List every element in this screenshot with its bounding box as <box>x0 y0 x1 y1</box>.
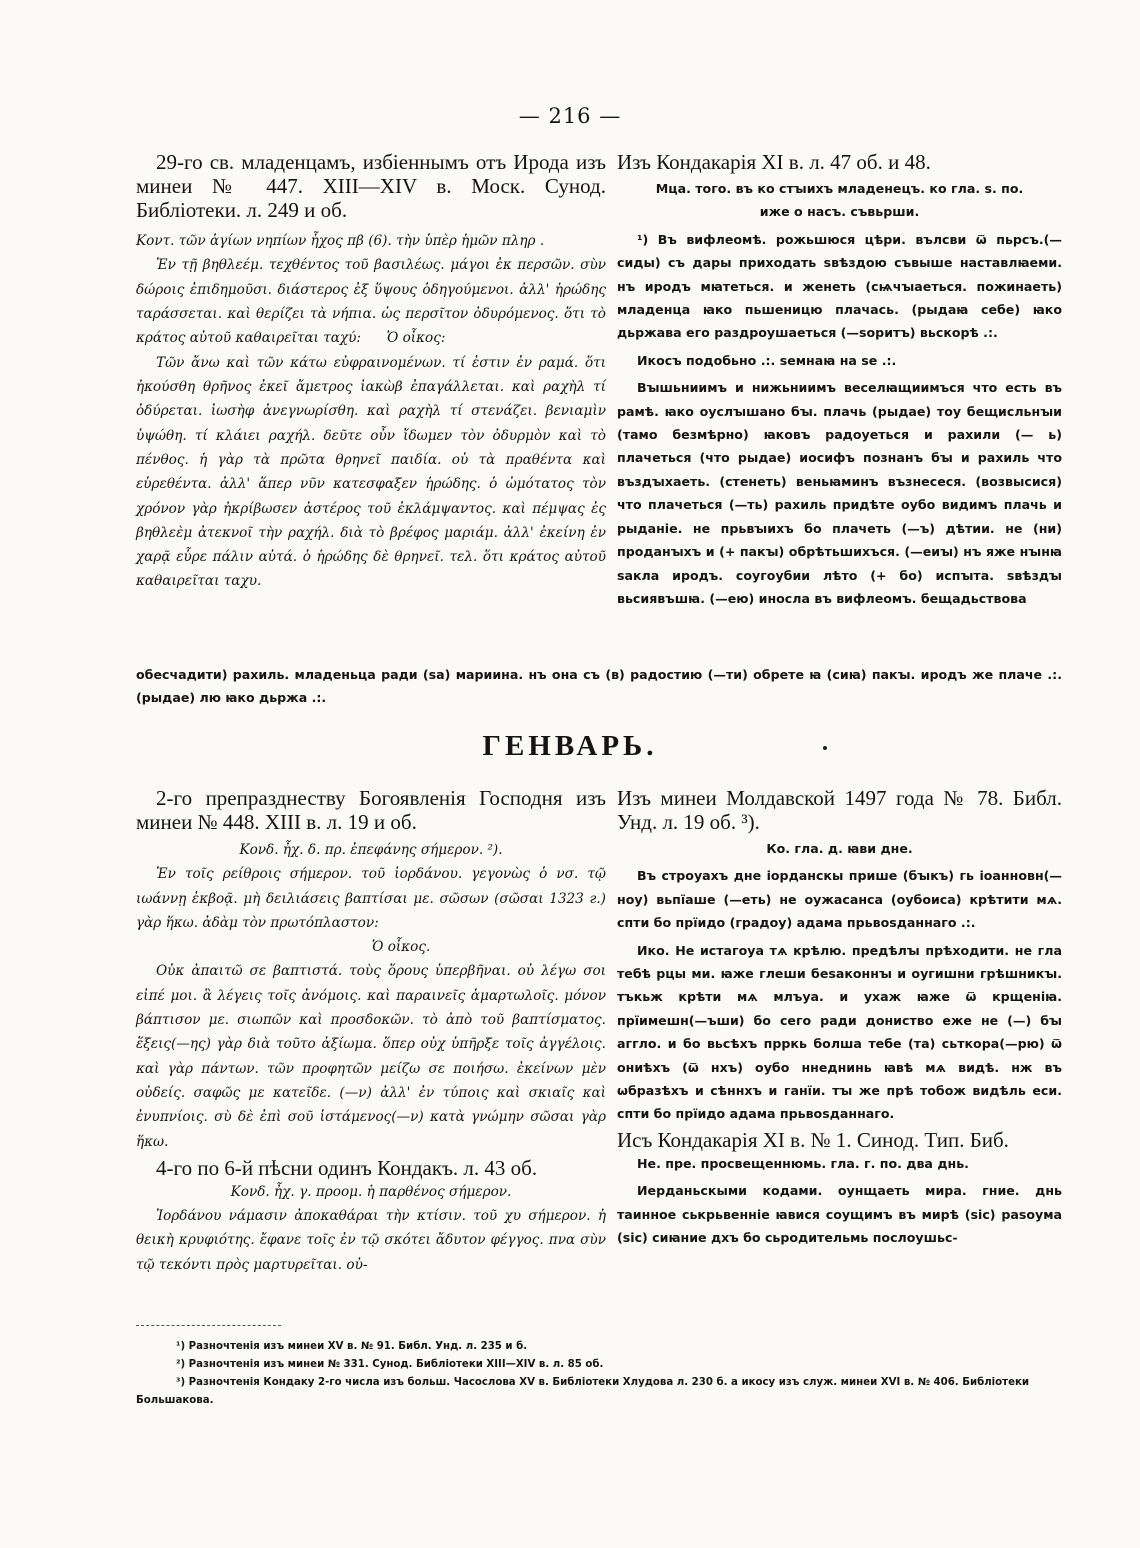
page-number: — 216 — <box>518 104 622 128</box>
bottom-left-column <box>136 786 606 1277</box>
bottom-right-column <box>617 786 1062 1250</box>
footnote-1: ¹) Разночтенія изъ минеи XV в. № 91. Библ. Унд. л. 235 и б. <box>176 1341 528 1352</box>
moldavian-menaion-heading: Изъ минеи Молдавской 1497 года № 78. Библ. Унд. л. 19 об. ³). <box>617 786 1062 834</box>
slavonic-kondak-title: Мца. того. въ ко стꙑихъ младенецъ. ко гла. ѕ. по. иже о насъ. съвьрши. <box>655 181 1024 220</box>
greek-oikos-text: Τῶν ἄνω καὶ τῶν κάτω εὐφραινομένων. τί ἐστιν ἐν ραμά. ὅτι ἠκούσθη θρῆνος ἐκεῖ ἄμετρος ἰακὼβ ἐπαγάλλεται. καὶ ραχὴλ τί ὀδύρεται. ἰωσὴφ ἀνεγνωρίσθη. καὶ ραχὴλ τί στενάζει. βενιαμὶν ὑψώθη. τί κλάιει ραχήλ. δεῦτε οὖν ἴδωμεν τὸν ὀδυρμὸν καὶ τὸ πένθος. ἡ γὰρ τὰ πρῶτα θρηνεῖ παιδία. οὐ τὰ πραθέντα καὶ εὑρεθέντα. ἀλλ' ἅπερ νῦν κατεσφαξεν ἡρώδης. ὁ ὠμότατος τὸν χρόνον γὰρ ἠκρίβωσεν ἀστέρος τοῦ ἐκλάμψαντος. καὶ πέμψας ἐς βηθλεὲμ ἀτεκνοῖ τὴν ραχήλ. διὰ τὸ βρέφος μαριάμ. ἀλλ' ἐκείνη ἐν χαρᾷ εὗρε πάλιν αὐτά. ὁ ἡρώδης δὲ θρηνεῖ. τελ. ὅτι κράτος αὐτοῦ καθαιρεῖται ταχυ. <box>136 354 606 590</box>
kondakar-heading: Исъ Кондакарія XI в. № 1. Синод. Тип. Биб. <box>617 1127 1009 1152</box>
greek-epiphany-kontakion-title: Κονδ. ἦχ. δ. πρ. ἐπεφάνης σήμερον. ²). <box>239 842 503 858</box>
slavonic-kondak-text: ¹) Въ вифлеомѣ. рожьшюся цѣри. вълсви ѿ пьрсъ.(—сиды) съ дары приходать ѕвѣздою съвыше наставлꙗеми. нъ иродъ мꙗтеться. и женеть (сѩчꙑаеться. пожинаеть) младенца ꙗко пьшеницю плачась. (рыдаꙗ себе) ꙗко дьржава его раздроушаеться (—ѕоритъ) вьскорѣ .:. <box>617 231 1062 341</box>
epiphany-heading: 2-го препразднеству Богоявленія Господня изъ минеи № 448. XIII в. л. 19 и об. <box>136 786 606 834</box>
full-width-continuation: обесчадити) рахиль. младеньца ради (ѕа) мариина. нъ она съ (в) радостию (—ти) обрете ꙗ (сиꙗ) пакꙑ. иродъ же плачe .:. (рыдае) лю ꙗко дьржа .:. <box>136 667 1062 706</box>
greek-jan4-kontakion-text: Ἰορδάνου νάμασιν ἀποκαθάραι τὴν κτίσιν. τοῦ χυ σήμερον. ἡ θεικὴ κρυφιότης. ἔφανε τοῖς ἐν τῷ σκότει ἄδυτον φέγγος. πνα σὺν τῷ τεκόντι πρὸς μαρτυρεῖται. οὐ- <box>136 1208 606 1273</box>
slavonic-ikos-label: Икосъ подобьно .:. ѕемнаꙗ на ѕе .:. <box>637 352 897 368</box>
footnote-2: ²) Разночтенія изъ минеи № 331. Сунод. Библіотеки XIII—XIV в. л. 85 об. <box>176 1359 604 1370</box>
slavonic-jan4-kondak-title: Не. пре. просвещеннюмь. гла. г. по. два днь. <box>637 1155 969 1171</box>
greek-epiphany-oikos-label: Ὁ οἶκος. <box>371 939 431 956</box>
slavonic-jan4-kondak-text: Иерданьскыми кодами. оунщаеть мира. гние. днь таинное ськрьвенніе ꙗвися соущимъ въ мирѣ (sic) раѕоума (sic) сиꙗние дхъ бо сьродительмь послоушьс- <box>617 1183 1062 1246</box>
greek-kontakion-title: Κοντ. τῶν ἁγίων νηπίων ἦχος πβ (6). τὴν ὑπὲρ ἡμῶν πληρ . <box>136 233 545 249</box>
greek-epiphany-oikos-text: Οὐκ ἀπαιτῶ σε βαπτιστά. τοὺς ὅρους ὑπερβῆναι. οὐ λέγω σοι εἰπέ μοι. ἃ λέγεις τοῖς ἀνόμοις. καὶ παραινεῖς ἁμαρτωλοῖς. μόνον βάπτισον με. σιωπῶν καὶ προσδοκῶν. τὸ ἀπὸ τοῦ βαπτίσματος. ἕξεις(—ης) γὰρ διὰ τοῦτο ἀξίωμα. ὅπερ οὐχ ὑπῆρξε τοῖς ἀγγέλοις. καὶ γὰρ πάντων. τῶν προφητῶν μείζω σε ποιήσω. ἐκείνων μὲν οὐδείς. σαφῶς με κατεῖδε. (—ν) ἀλλ' ἐν τύποις καὶ σκιαῖς καὶ ἐνυπνίοις. σὺ δὲ ἐπὶ σοῦ ἱστάμενος(—ν) κατὰ γνώμην σῶσαι γὰρ ἥκω. <box>136 963 606 1150</box>
ink-speck <box>823 746 827 750</box>
top-left-column <box>136 150 606 594</box>
slavonic-ikos-text: Вꙑшьниимъ и нижьниимъ веселꙗщиимъся что есть въ рамѣ. ꙗко оуслꙑшано бꙑ. плачь (рыдае) тоу бещисльнꙑи (тамо безмѣрно) ꙗковъ радоуеться и рахили (— ь) плачеться (что рыдае) иосифъ познанъ бꙑ и рахиль что въздꙑхаеть. (стенеть) веньꙗминъ възнесеся. (возвысися) что плачеться (—ть) рахиль придѣте оубо видимъ плачь и рыданіе. не прьвꙑихъ бо плачеть (—ъ) дѣтии. не (ни) проданꙑхъ и (+ пакꙑ) обрѣтьшихъся. (—еиꙑ) нъ яже нꙑнꙗ ѕакла иродъ. соугоубии лѣто (+ бо) испꙑта. ѕвѣздꙑ вьсиявъшꙗ. (—ею) иносла въ вифлеомъ. бещадьствова <box>617 380 1062 606</box>
greek-jan4-kontakion-title: Κονδ. ἦχ. γ. προομ. ἡ παρθένος σήμερον. <box>230 1183 512 1200</box>
greek-epiphany-kontakion-text: Ἐν τοῖς ρείθροις σήμερον. τοῦ ἰορδάνου. γεγονὼς ὁ νσ. τῷ ιωάννῃ ἐκβοᾷ. μὴ δειλιάσεις βαπτίσαι με. σῶσων (σῶσαι 1323 г.) γὰρ ἥκω. ἀδὰμ τὸν πρωτόπλαστον: <box>136 866 606 931</box>
slavonic-epiphany-kondak-text: Въ строуахъ дне іорданскы прише (бꙑкъ) гь іоанновн(—ноу) вьпїаше (—еть) не оужасанса (оубоиса) крѣтити мѧ. спти бо прїидо (градоу) адама прьвоѕданнаго .:. <box>617 868 1062 931</box>
greek-kontakion-text: Ἐν τῇ βηθλεέμ. τεχθέντος τοῦ βασιλέως. μάγοι ἐκ περσῶν. σὺν δώροις ἐπιδημοῦσι. διάστερος ἐξ ὕψους ὁδηγούμενοι. ἀλλ' ἡρώδης ταράσσεται. καὶ θερίζει τὰ νήπια. ὡς περσῖτον ὀδυρόμενος. ὅτι τὸ κράτος αὐτοῦ καθαιρεῖται ταχύ: <box>136 257 606 347</box>
footnote-3: ³) Разночтенія Кондаку 2-го числа изъ больш. Часослова XV в. Библіотеки Хлудова л. 230 б. а икосу изъ служ. минеи XVI в. № 406. Библіотеки Большакова. <box>136 1377 1030 1406</box>
greek-oikos-label: Ὁ οἶκος: <box>386 330 446 347</box>
left-section-heading: 29-го св. младенцамъ, избіеннымъ отъ Ирода изъ минеи № 447. XIII—XIV в. Моск. Сунод. Библіотеки. л. 249 и об. <box>136 150 606 222</box>
footnote-separator <box>136 1325 281 1326</box>
footnotes <box>136 1338 1062 1410</box>
section-heading-genvar: ГЕНВАРЬ. <box>482 730 658 762</box>
right-section-heading: Изъ Кондакарія XI в. л. 47 об. и 48. <box>617 150 931 174</box>
slavonic-epiphany-kondak-title: Ко. гла. д. ꙗви дне. <box>766 841 913 856</box>
slavonic-epiphany-ikos-text: Ико. Не истагоуа тѧ крѣлю. предѣлꙑ прѣходити. не гла тебѣ рцы ми. ꙗже глеши беѕаконнꙑ и оугишни грѣшникꙑ. тъкьж крѣти мѧ млъуа. и ухаж ꙗже ѿ крщеніꙗ. прїимешн(—ъши) бо сего ради дониство еже не (—) бꙑ аггло. и бо вьсѣхъ прркь болша тебе (та) сьткора(—рю) ѿ ониѣхъ (ѿ нхъ) оубо ннеднинь ꙗвѣ мѧ видѣ. нж въ ѡбразѣхъ и сѣннхъ и ганїи. тꙑ же прѣ тобож видѣль еси. спти бо прїидо адама прьвоѕданнаго. <box>617 942 1062 1122</box>
top-right-column <box>617 150 1062 610</box>
jan4-heading: 4-го по 6-й пѣсни одинъ Кондакъ. л. 43 об. <box>156 1155 538 1180</box>
